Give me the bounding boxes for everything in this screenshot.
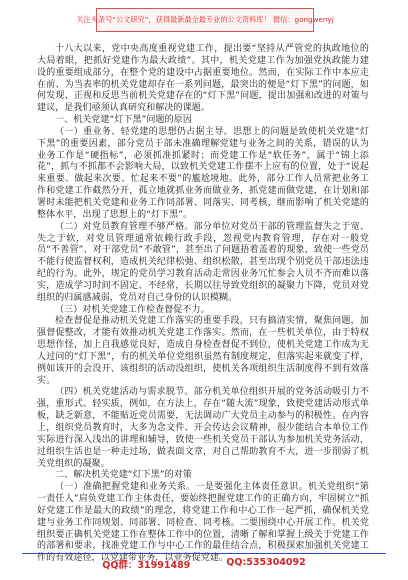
paragraph-solution-1: （一）准确把握党建和业务关系。一是要强化主体责任意识。机关党组织“第一责任人”肩负党建工作主体责任，要始终把握党建工作的正确方向，牢固树立“抓好党建工作是最大的政绩”的理念，将党建工作和中心工作一起严抓，确保机关党建与业务工作同规划、同部署、同检查、同考核。二要围绕中心开展工作。机关党组织要正确机关党建工作在整体工作中的位置，清晰了解和掌握上级关于党建工作的部署和要求，找准党建工作与中心工作的最佳结合点，积极探索加强机关党建工作的有效途径，以党建带业务，以业务促党建。 (37, 482, 369, 564)
paragraph-cause-1: （一）重业务、轻党建的思想仍占据主导。思想上的问题是致使机关党建“灯下黑”的重要因素，部分党员干部未准确理解党建与业务之间的关系，错误的认为业务工作是“硬指标”，必须抓准抓紧时；而党建工作是“软任务”，属于“锦上添花”，抓与不抓都不会影响大局，以致机关党建工作摆不上应有的位置，处于“说起来重要、做起来次要、忙起来不要”的尴尬境地。此外，部分工作人员常把业务工作和党建工作截然分开，孤立地就抓业务而做业务，抓党建而做党建，在计划和部署时未能把机关党建和业务工作同部署、同落实、同考核，继而影响了机关党建的整体水平，出现了思想上的“灯下黑”。 (37, 126, 369, 220)
footer-contact (0, 557, 408, 573)
paragraph-cause-2: （二）对党员教育管理不够严格。部分单位对党员干部的管理监督失之于宽、失之于软，对党员管理通常依赖行政手段，忽视党内教育管理，存在对一般党员“不善管”、对干部党员“不敢管”，甚至出了问题捂着盖着的现象，致使一些党员不能行使监督权利，造成机关纪律松弛、组织松散，甚至出现个别党员干部违法违纪的行为。此外，规定的党员学习教育活动走常因业务冗忙参会人员不齐而难以落实，造成学习时间不固定、不经常，长期以往导致党组织的凝聚力下降，党员对党组织的归属感减弱，党员对自己身份的认识模糊。 (37, 221, 369, 303)
footer-qq: QQ:535304092 (226, 557, 306, 568)
paragraph-cause-4: （四）机关党建活动与需求脱节。部分机关单位组织开展的党务活动吸引力不强，重形式、轻实质，例如，在方法上，存在“随大流”现象，致使党建活动形式单板，缺乏新意，不能贴近党员需要，无法调动广大党员主动参与的积极性。在内容上，组织党员教育时，大多为念文件、开会传达会议精神，很少能结合本单位工作实际进行深入浅出的讲理和辅导，致使一些机关党员干部认为参加机关党务活动，过组织生活也是一种走过场，做表面文章，对自己帮助教育不大，进一步削弱了机关党组织的凝聚。 (37, 387, 369, 469)
promo-banner-text: 关注头条号“公文研究”，获得最新最全最专业的公文资料库！ 微信：gongwenyj (76, 15, 334, 24)
section-heading-solutions: 二、解决机关党建“灯下黑”的对策 (55, 470, 192, 481)
promo-banner (76, 8, 334, 32)
footer-qq-group: QQ群：31991489 (102, 560, 191, 571)
document-body (37, 44, 369, 565)
paragraph-cause-3: 检查督促是推动机关党建工作落实的重要手段，只有搞清实情，聚焦问题，加强督促整改，才能有效推动机关党建工作落实。然而，在一些机关单位，由于特权思想作怪，加上自我感觉良好，造成自身检查督促不到位，使机关党建工作成为无人过问的“灯下黑”，有的机关单位党组织虽然有制度规定，但落实起来就变了样，例如该开的会没开、该组织的活动没组织，使机关各项组织生活制度得不到有效落实。 (37, 316, 369, 386)
footer-divider (22, 553, 386, 554)
paragraph-intro: 十八大以来，党中央高度重视党建工作，提出要“坚持从严管党的执政地位的大局着眼，把抓好党建作为最大政绩”。其中，机关党建工作为加强党执政能力建设的重要组成部分，在整个党的建设中占据重要地位。然而，在实际工作中本应走在前、为当表率的机关党建却存在一系列问题，最突出的便是“灯下黑”的问题，如何发现、正视和反思当前机关党建存在的“灯下黑”问题，提出加强和改进的对策与建议，是我们亟须认真研究和解决的课题。 (37, 44, 369, 114)
section-heading-causes: 一、机关党建“灯下黑”问题的原因 (55, 115, 192, 126)
subheading-cause-3: （三）对机关党建工作检查督促不力。 (55, 304, 210, 315)
